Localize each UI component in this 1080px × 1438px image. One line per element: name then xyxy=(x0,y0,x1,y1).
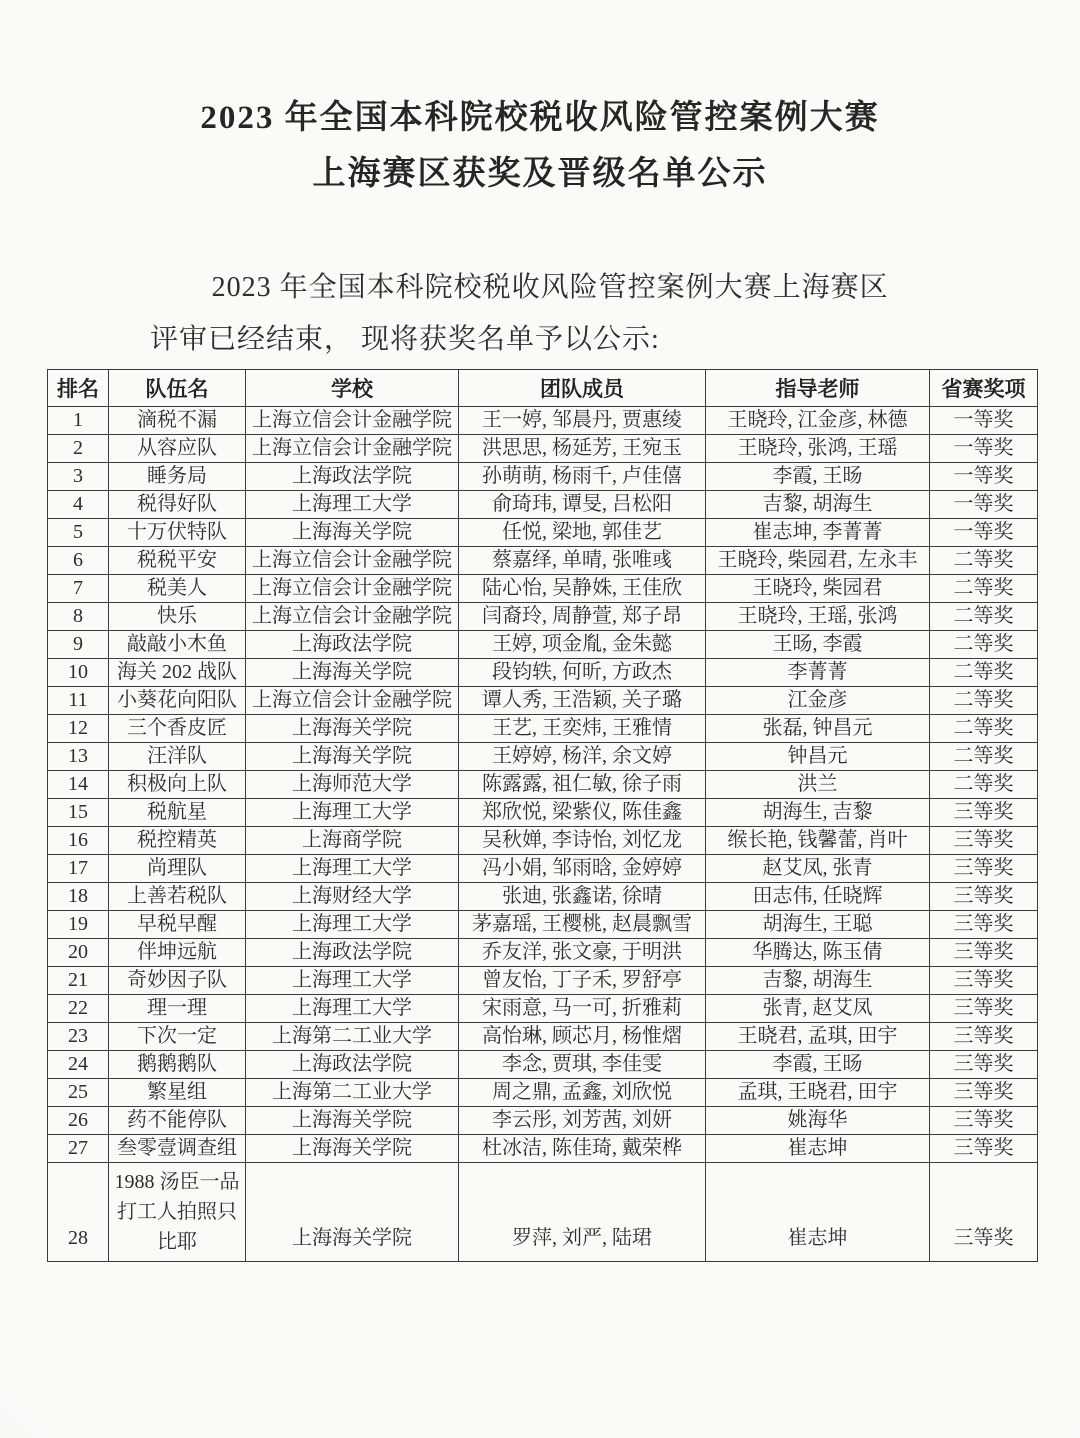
cell-rank: 14 xyxy=(48,771,109,799)
cell-rank: 4 xyxy=(48,491,109,519)
table-row xyxy=(48,603,1038,631)
cell-school: 上海海关学院 xyxy=(246,1163,459,1262)
cell-school: 上海第二工业大学 xyxy=(246,1079,459,1107)
cell-members: 王一婷, 邹晨丹, 贾惠绫 xyxy=(459,407,706,435)
cell-school: 上海理工大学 xyxy=(246,995,459,1023)
cell-members: 宋雨意, 马一可, 折雅莉 xyxy=(459,995,706,1023)
column-header-members: 团队成员 xyxy=(459,370,706,407)
cell-teachers: 李霞, 王旸 xyxy=(706,463,930,491)
cell-teachers: 张磊, 钟昌元 xyxy=(706,715,930,743)
cell-award: 三等奖 xyxy=(930,995,1038,1023)
cell-teachers: 钟昌元 xyxy=(706,743,930,771)
cell-school: 上海立信会计金融学院 xyxy=(246,603,459,631)
cell-award: 二等奖 xyxy=(930,659,1038,687)
cell-teachers: 姚海华 xyxy=(706,1107,930,1135)
cell-award: 三等奖 xyxy=(930,967,1038,995)
table-row xyxy=(48,547,1038,575)
cell-members: 闫裔玲, 周静萱, 郑子昂 xyxy=(459,603,706,631)
cell-members: 高怡琳, 顾芯月, 杨惟熠 xyxy=(459,1023,706,1051)
cell-award: 三等奖 xyxy=(930,1107,1038,1135)
cell-members: 郑欣悦, 梁紫仪, 陈佳鑫 xyxy=(459,799,706,827)
cell-teachers: 张青, 赵艾凤 xyxy=(706,995,930,1023)
table-row xyxy=(48,771,1038,799)
cell-teachers: 崔志坤, 李菁菁 xyxy=(706,519,930,547)
cell-rank: 21 xyxy=(48,967,109,995)
cell-team-name: 快乐 xyxy=(109,603,246,631)
cell-members: 张迪, 张鑫诺, 徐晴 xyxy=(459,883,706,911)
cell-members: 王艺, 王奕炜, 王雅情 xyxy=(459,715,706,743)
cell-members: 谭人秀, 王浩颖, 关子璐 xyxy=(459,687,706,715)
cell-award: 二等奖 xyxy=(930,603,1038,631)
cell-award: 三等奖 xyxy=(930,1163,1038,1262)
cell-award: 三等奖 xyxy=(930,1023,1038,1051)
cell-team-name: 鹅鹅鹅队 xyxy=(109,1051,246,1079)
cell-rank: 12 xyxy=(48,715,109,743)
cell-team-name: 税税平安 xyxy=(109,547,246,575)
cell-rank: 9 xyxy=(48,631,109,659)
cell-members: 茅嘉瑶, 王樱桃, 赵晨飘雪 xyxy=(459,911,706,939)
cell-rank: 27 xyxy=(48,1135,109,1163)
cell-rank: 19 xyxy=(48,911,109,939)
cell-team-name: 药不能停队 xyxy=(109,1107,246,1135)
cell-rank: 15 xyxy=(48,799,109,827)
cell-teachers: 李霞, 王旸 xyxy=(706,1051,930,1079)
cell-members: 周之鼎, 孟鑫, 刘欣悦 xyxy=(459,1079,706,1107)
cell-rank: 17 xyxy=(48,855,109,883)
cell-team-name: 税控精英 xyxy=(109,827,246,855)
cell-teachers: 赵艾凤, 张青 xyxy=(706,855,930,883)
cell-team-name: 汪洋队 xyxy=(109,743,246,771)
cell-school: 上海政法学院 xyxy=(246,1051,459,1079)
cell-teachers: 王晓玲, 王瑶, 张鸿 xyxy=(706,603,930,631)
cell-school: 上海立信会计金融学院 xyxy=(246,435,459,463)
cell-teachers: 王晓君, 孟琪, 田宇 xyxy=(706,1023,930,1051)
cell-rank: 26 xyxy=(48,1107,109,1135)
cell-members: 段钧轶, 何昕, 方政杰 xyxy=(459,659,706,687)
cell-teachers: 田志伟, 任晓辉 xyxy=(706,883,930,911)
cell-team-name: 三个香皮匠 xyxy=(109,715,246,743)
cell-teachers: 崔志坤 xyxy=(706,1163,930,1262)
cell-award: 三等奖 xyxy=(930,799,1038,827)
cell-rank: 28 xyxy=(48,1163,109,1262)
table-row xyxy=(48,995,1038,1023)
cell-members: 陈露露, 祖仁敏, 徐子雨 xyxy=(459,771,706,799)
column-header-teachers: 指导老师 xyxy=(706,370,930,407)
cell-rank: 18 xyxy=(48,883,109,911)
table-row xyxy=(48,659,1038,687)
cell-team-name: 叁零壹调查组 xyxy=(109,1135,246,1163)
table-row xyxy=(48,491,1038,519)
table-row xyxy=(48,1135,1038,1163)
cell-members: 蔡嘉绎, 单晴, 张唯彧 xyxy=(459,547,706,575)
table-row xyxy=(48,407,1038,435)
column-header-rank: 排名 xyxy=(48,370,109,407)
cell-members: 洪思思, 杨延芳, 王宛玉 xyxy=(459,435,706,463)
table-row xyxy=(48,715,1038,743)
cell-rank: 16 xyxy=(48,827,109,855)
table-row xyxy=(48,463,1038,491)
intro-paragraph xyxy=(150,262,920,366)
column-header-award: 省赛奖项 xyxy=(930,370,1038,407)
table-row xyxy=(48,743,1038,771)
table-row xyxy=(48,1079,1038,1107)
cell-team-name: 税航星 xyxy=(109,799,246,827)
cell-award: 一等奖 xyxy=(930,435,1038,463)
cell-team-name: 早税早醒 xyxy=(109,911,246,939)
cell-teachers: 吉黎, 胡海生 xyxy=(706,967,930,995)
awards-table xyxy=(47,369,1038,1262)
cell-teachers: 胡海生, 王聪 xyxy=(706,911,930,939)
cell-team-name: 海关 202 战队 xyxy=(109,659,246,687)
cell-team-name: 积极向上队 xyxy=(109,771,246,799)
cell-members: 王婷婷, 杨洋, 余文婷 xyxy=(459,743,706,771)
cell-rank: 2 xyxy=(48,435,109,463)
cell-award: 三等奖 xyxy=(930,883,1038,911)
cell-school: 上海海关学院 xyxy=(246,743,459,771)
cell-school: 上海理工大学 xyxy=(246,911,459,939)
cell-school: 上海理工大学 xyxy=(246,967,459,995)
cell-members: 李念, 贾琪, 李佳雯 xyxy=(459,1051,706,1079)
cell-team-name: 伴坤远航 xyxy=(109,939,246,967)
cell-award: 三等奖 xyxy=(930,939,1038,967)
cell-teachers: 华腾达, 陈玉倩 xyxy=(706,939,930,967)
column-header-school: 学校 xyxy=(246,370,459,407)
table-row xyxy=(48,519,1038,547)
table-row xyxy=(48,1163,1038,1262)
cell-award: 一等奖 xyxy=(930,491,1038,519)
cell-school: 上海理工大学 xyxy=(246,855,459,883)
table-row xyxy=(48,1051,1038,1079)
cell-school: 上海政法学院 xyxy=(246,631,459,659)
cell-members: 孙萌萌, 杨雨千, 卢佳僖 xyxy=(459,463,706,491)
cell-rank: 23 xyxy=(48,1023,109,1051)
cell-award: 二等奖 xyxy=(930,631,1038,659)
table-row xyxy=(48,1107,1038,1135)
cell-rank: 1 xyxy=(48,407,109,435)
table-row xyxy=(48,1023,1038,1051)
cell-rank: 8 xyxy=(48,603,109,631)
table-row xyxy=(48,967,1038,995)
cell-team-name: 下次一定 xyxy=(109,1023,246,1051)
cell-rank: 10 xyxy=(48,659,109,687)
cell-school: 上海立信会计金融学院 xyxy=(246,687,459,715)
cell-teachers: 李菁菁 xyxy=(706,659,930,687)
cell-school: 上海政法学院 xyxy=(246,463,459,491)
cell-school: 上海财经大学 xyxy=(246,883,459,911)
intro-line-2: 评审已经结束， 现将获奖名单予以公示: xyxy=(150,324,660,355)
cell-team-name: 理一理 xyxy=(109,995,246,1023)
cell-rank: 3 xyxy=(48,463,109,491)
cell-rank: 24 xyxy=(48,1051,109,1079)
cell-award: 三等奖 xyxy=(930,1051,1038,1079)
cell-school: 上海海关学院 xyxy=(246,1107,459,1135)
cell-team-name: 税美人 xyxy=(109,575,246,603)
cell-members: 罗萍, 刘严, 陆珺 xyxy=(459,1163,706,1262)
cell-teachers: 缑长艳, 钱馨蕾, 肖叶 xyxy=(706,827,930,855)
cell-teachers: 孟琪, 王晓君, 田宇 xyxy=(706,1079,930,1107)
cell-team-name: 税得好队 xyxy=(109,491,246,519)
cell-teachers: 吉黎, 胡海生 xyxy=(706,491,930,519)
cell-school: 上海海关学院 xyxy=(246,659,459,687)
cell-teachers: 王晓玲, 江金彦, 林德 xyxy=(706,407,930,435)
cell-rank: 6 xyxy=(48,547,109,575)
cell-rank: 20 xyxy=(48,939,109,967)
table-row xyxy=(48,939,1038,967)
table-row xyxy=(48,631,1038,659)
cell-school: 上海海关学院 xyxy=(246,1135,459,1163)
cell-teachers: 胡海生, 吉黎 xyxy=(706,799,930,827)
cell-members: 任悦, 梁地, 郭佳艺 xyxy=(459,519,706,547)
table-row xyxy=(48,575,1038,603)
cell-teachers: 王晓玲, 张鸿, 王瑶 xyxy=(706,435,930,463)
cell-rank: 11 xyxy=(48,687,109,715)
cell-award: 三等奖 xyxy=(930,911,1038,939)
cell-award: 二等奖 xyxy=(930,771,1038,799)
cell-school: 上海海关学院 xyxy=(246,715,459,743)
cell-rank: 13 xyxy=(48,743,109,771)
cell-school: 上海海关学院 xyxy=(246,519,459,547)
cell-award: 一等奖 xyxy=(930,407,1038,435)
cell-team-name: 1988 汤臣一品打工人拍照只比耶 xyxy=(109,1163,246,1262)
column-header-team: 队伍名 xyxy=(109,370,246,407)
table-row xyxy=(48,435,1038,463)
cell-award: 三等奖 xyxy=(930,1079,1038,1107)
cell-members: 王婷, 项金胤, 金朱懿 xyxy=(459,631,706,659)
cell-award: 二等奖 xyxy=(930,687,1038,715)
title-line-1: 2023 年全国本科院校税收风险管控案例大赛 xyxy=(200,100,880,136)
cell-teachers: 王晓玲, 柴园君 xyxy=(706,575,930,603)
cell-school: 上海理工大学 xyxy=(246,799,459,827)
cell-team-name: 从容应队 xyxy=(109,435,246,463)
cell-rank: 25 xyxy=(48,1079,109,1107)
cell-members: 俞琦玮, 谭旻, 吕松阳 xyxy=(459,491,706,519)
cell-award: 三等奖 xyxy=(930,827,1038,855)
cell-team-name: 小葵花向阳队 xyxy=(109,687,246,715)
cell-team-name: 滴税不漏 xyxy=(109,407,246,435)
cell-award: 一等奖 xyxy=(930,463,1038,491)
intro-line-1: 2023 年全国本科院校税收风险管控案例大赛上海赛区 xyxy=(211,272,889,303)
cell-members: 冯小娟, 邹雨晗, 金婷婷 xyxy=(459,855,706,883)
cell-rank: 7 xyxy=(48,575,109,603)
cell-school: 上海立信会计金融学院 xyxy=(246,575,459,603)
cell-team-name: 上善若税队 xyxy=(109,883,246,911)
cell-award: 一等奖 xyxy=(930,519,1038,547)
table-row xyxy=(48,855,1038,883)
table-row xyxy=(48,883,1038,911)
cell-award: 二等奖 xyxy=(930,715,1038,743)
cell-award: 二等奖 xyxy=(930,547,1038,575)
cell-school: 上海师范大学 xyxy=(246,771,459,799)
cell-teachers: 崔志坤 xyxy=(706,1135,930,1163)
cell-award: 二等奖 xyxy=(930,575,1038,603)
document-title xyxy=(0,0,1080,202)
table-header-row xyxy=(48,370,1038,407)
cell-school: 上海政法学院 xyxy=(246,939,459,967)
cell-teachers: 江金彦 xyxy=(706,687,930,715)
cell-teachers: 王晓玲, 柴园君, 左永丰 xyxy=(706,547,930,575)
cell-team-name: 敲敲小木鱼 xyxy=(109,631,246,659)
cell-teachers: 王旸, 李霞 xyxy=(706,631,930,659)
cell-teachers: 洪兰 xyxy=(706,771,930,799)
table-row xyxy=(48,687,1038,715)
cell-members: 陆心怡, 吴静姝, 王佳欣 xyxy=(459,575,706,603)
cell-members: 乔友洋, 张文豪, 于明洪 xyxy=(459,939,706,967)
table-row xyxy=(48,827,1038,855)
cell-school: 上海立信会计金融学院 xyxy=(246,407,459,435)
cell-team-name: 繁星组 xyxy=(109,1079,246,1107)
table-row xyxy=(48,911,1038,939)
cell-team-name: 奇妙因子队 xyxy=(109,967,246,995)
cell-school: 上海立信会计金融学院 xyxy=(246,547,459,575)
cell-rank: 5 xyxy=(48,519,109,547)
cell-members: 吴秋婵, 李诗怡, 刘忆龙 xyxy=(459,827,706,855)
cell-members: 曾友怡, 丁子禾, 罗舒亭 xyxy=(459,967,706,995)
cell-award: 三等奖 xyxy=(930,855,1038,883)
title-line-2: 上海赛区获奖及晋级名单公示 xyxy=(312,156,768,192)
cell-rank: 22 xyxy=(48,995,109,1023)
cell-team-name: 十万伏特队 xyxy=(109,519,246,547)
cell-school: 上海理工大学 xyxy=(246,491,459,519)
cell-school: 上海第二工业大学 xyxy=(246,1023,459,1051)
cell-members: 杜冰洁, 陈佳琦, 戴荣桦 xyxy=(459,1135,706,1163)
cell-team-name: 睡务局 xyxy=(109,463,246,491)
cell-school: 上海商学院 xyxy=(246,827,459,855)
cell-team-name: 尚理队 xyxy=(109,855,246,883)
cell-award: 二等奖 xyxy=(930,743,1038,771)
cell-members: 李云彤, 刘芳茜, 刘妍 xyxy=(459,1107,706,1135)
cell-award: 三等奖 xyxy=(930,1135,1038,1163)
table-row xyxy=(48,799,1038,827)
